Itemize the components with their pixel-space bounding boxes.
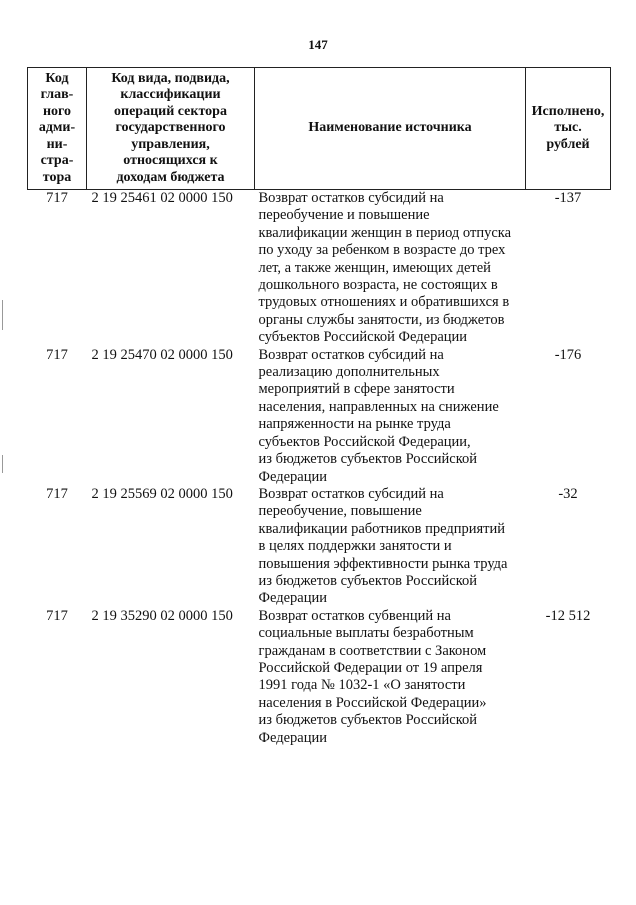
header-line: Исполнено,: [531, 103, 605, 119]
source-name-line: дошкольного возраста, не состоящих в: [258, 277, 498, 294]
source-name-line: социальные выплаты безработным: [258, 625, 474, 642]
executed-amount-cell: -176: [554, 346, 582, 363]
admin-code-cell: 717: [46, 346, 68, 363]
header-line: Код вида, подвида,: [111, 70, 230, 86]
source-name-line: субъектов Российской Федерации,: [258, 433, 471, 450]
table-row: [28, 486, 611, 608]
classification-code-cell: 2 19 35290 02 0000 150: [91, 607, 233, 624]
source-name-line: реализацию дополнительных: [258, 364, 440, 381]
table-row: [28, 347, 611, 486]
header-classification-code: [87, 68, 255, 190]
header-line: глав-: [40, 87, 74, 103]
header-line: относящихся к: [123, 153, 218, 169]
source-name-line: квалификации женщин в период отпуска: [258, 224, 512, 241]
source-name-line: гражданам в соответствии с Законом: [258, 642, 487, 659]
source-name-line: напряженности на рынке труда: [258, 416, 451, 433]
source-name-line: Возврат остатков субсидий на: [258, 346, 444, 363]
source-name-line: квалификации работников предприятий: [258, 520, 506, 537]
scan-margin-mark: [2, 300, 3, 330]
source-name-line: переобучение, повышение: [258, 503, 422, 520]
header-line: Наименование источника: [308, 120, 472, 136]
source-name-line: Возврат остатков субсидий на: [258, 190, 444, 206]
page-number: 147: [308, 37, 328, 52]
source-name-line: в целях поддержки занятости и: [258, 538, 452, 555]
source-name-line: Российской Федерации от 19 апреля: [258, 659, 483, 676]
source-name-cell: [255, 486, 526, 608]
source-name-line: субъектов Российской Федерации: [258, 329, 468, 346]
source-name-cell: [255, 608, 526, 747]
header-line: тора: [42, 169, 72, 185]
source-name-line: из бюджетов субъектов Российской: [258, 451, 478, 468]
admin-code-cell: 717: [46, 607, 68, 624]
header-source-name: [255, 68, 526, 190]
source-name-line: 1991 года № 1032-1 «О занятости: [258, 677, 466, 694]
source-name-cell: [255, 190, 526, 347]
header-line: стра-: [40, 153, 74, 169]
table-header-row: [28, 68, 611, 190]
table-row: [28, 608, 611, 747]
admin-code-cell: 717: [46, 485, 68, 502]
header-executed-amount: [526, 68, 611, 190]
source-name-line: переобучение и повышение: [258, 207, 430, 224]
source-name-line: лет, а также женщин, имеющих детей: [258, 259, 491, 276]
header-line: тыс.: [554, 120, 582, 136]
table-body: [28, 190, 611, 748]
source-name-line: Федерации: [258, 590, 327, 607]
source-name-line: по уходу за ребенком в возрасте до трех: [258, 242, 506, 259]
budget-income-table: [27, 67, 611, 747]
source-name-line: Федерации: [258, 468, 327, 485]
source-name-line: из бюджетов субъектов Российской: [258, 712, 478, 729]
source-name-cell: [255, 347, 526, 486]
header-line: классификации: [120, 87, 221, 103]
executed-amount-cell: -12 512: [545, 607, 591, 624]
source-name-line: населения в Российской Федерации»: [258, 694, 487, 711]
scan-margin-mark: [2, 455, 3, 473]
header-line: доходам бюджета: [116, 169, 225, 185]
source-name-line: населения, направленных на снижение: [258, 398, 499, 415]
source-name-line: Возврат остатков субвенций на: [258, 607, 451, 624]
header-line: операций сектора: [114, 103, 227, 119]
table-row: [28, 190, 611, 347]
source-name-line: из бюджетов субъектов Российской: [258, 572, 478, 589]
header-line: государственного: [115, 120, 226, 136]
classification-code-cell: 2 19 25461 02 0000 150: [91, 190, 233, 206]
source-name-line: трудовых отношениях и обратившихся в: [258, 294, 510, 311]
admin-code-cell: 717: [46, 190, 68, 206]
header-line: управления,: [131, 136, 210, 152]
classification-code-cell: 2 19 25470 02 0000 150: [91, 346, 233, 363]
source-name-line: мероприятий в сфере занятости: [258, 381, 455, 398]
source-name-line: повышения эффективности рынка труда: [258, 555, 508, 572]
header-line: ни-: [46, 136, 68, 152]
source-name-line: Возврат остатков субсидий на: [258, 485, 444, 502]
header-line: ного: [42, 103, 72, 119]
header-line: адми-: [38, 120, 76, 136]
classification-code-cell: 2 19 25569 02 0000 150: [91, 485, 233, 502]
executed-amount-cell: -32: [558, 485, 578, 502]
header-line: Код: [45, 70, 69, 86]
executed-amount-cell: -137: [554, 190, 582, 206]
header-line: рублей: [546, 136, 590, 152]
header-admin-code: [28, 68, 87, 190]
source-name-line: органы службы занятости, из бюджетов: [258, 311, 505, 328]
source-name-line: Федерации: [258, 729, 327, 746]
